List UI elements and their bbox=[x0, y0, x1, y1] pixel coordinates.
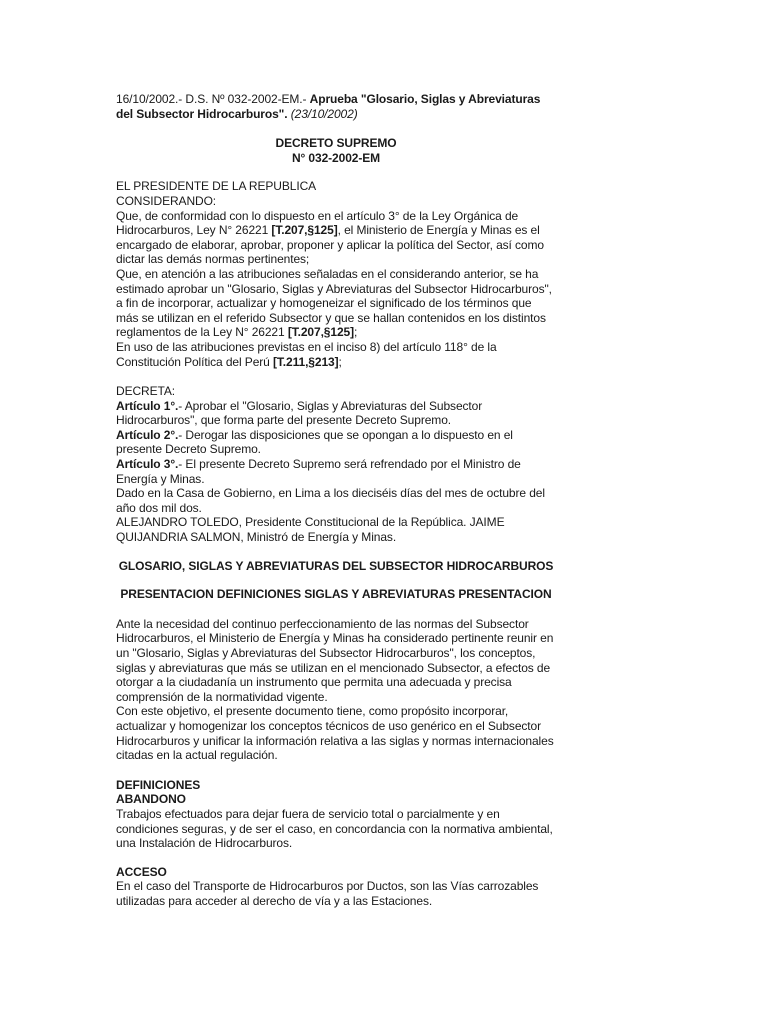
document-page bbox=[116, 92, 556, 909]
dado-en-lima: Dado en la Casa de Gobierno, en Lima a los dieciséis días del mes de octubre del año dos mil dos. bbox=[116, 486, 545, 515]
definition-acceso: En el caso del Transporte de Hidrocarburos por Ductos, son las Vías carrozables utilizadas para acceder al derecho de vía y a las Estaciones. bbox=[116, 879, 539, 908]
presentacion-paragraph-2: Con este objetivo, el presente documento tiene, como propósito incorporar, actualizar y homogenizar los conceptos técnicos de uso genérico en el Subsector Hidrocarburos y unificar la información relativa a las siglas y normas internacionales citadas en la actual regulación. bbox=[116, 704, 554, 763]
considerando-paragraph-1: Que, de conformidad con lo dispuesto en el artículo 3° de la Ley Orgánica de Hidrocarburos, Ley N° 26221 [T.207,§125], el Ministerio de Energía y Minas es el encargado de elaborar, aprobar, proponer y aplicar la política del Sector, así como dictar las demás normas pertinentes; bbox=[116, 208, 544, 267]
article-3: Artículo 3°.- El presente Decreto Supremo será refrendado por el Ministro de Energía y Minas. bbox=[116, 457, 521, 486]
article-label: Artículo 2°. bbox=[116, 427, 179, 442]
presentacion-paragraph-1: Ante la necesidad del continuo perfeccionamiento de las normas del Subsector Hidrocarburos, el Ministerio de Energía y Minas ha considerado pertinente reunir en un "Glosario, Siglas y Abreviaturas del Subsector Hidrocarburos", los conceptos, siglas y abreviaturas que más se utilizan en el mencionado Subsector, a efectos de otorgar a la ciudadanía un instrumento que permita una adecuada y precisa comprensión de la normatividad vigente. bbox=[116, 616, 554, 704]
decreta-label: DECRETA: bbox=[116, 384, 175, 399]
publication-date: (23/10/2002) bbox=[287, 106, 358, 121]
decree-title: DECRETO SUPREMO bbox=[275, 136, 397, 151]
article-2: Artículo 2°.- Derogar las disposiciones que se opongan a lo dispuesto en el presente Decreto Supremo. bbox=[116, 427, 513, 457]
term-acceso: ACCESO bbox=[116, 864, 167, 879]
article-label: Artículo 3°. bbox=[116, 457, 179, 472]
considerando-paragraph-2: Que, en atención a las atribuciones señaladas en el considerando anterior, se ha estimado aprobar un "Glosario, Siglas y Abreviaturas del Subsector Hidrocarburos", a fin de incorporar, actualizar y homogeneizar el significado de los términos que más se utilizan en el referido Subsector y que se hallan contenidos en los distintos reglamentos de la Ley N° 26221 [T.207,§125]; bbox=[116, 266, 552, 340]
glosario-title: GLOSARIO, SIGLAS Y ABREVIATURAS DEL SUBSECTOR HIDROCARBUROS bbox=[118, 558, 554, 573]
president-heading: EL PRESIDENTE DE LA REPUBLICA bbox=[116, 179, 317, 194]
glosario-subtitle: PRESENTACION DEFINICIONES SIGLAS Y ABREVIATURAS PRESENTACION bbox=[120, 587, 552, 602]
considerando-label: CONSIDERANDO: bbox=[116, 193, 217, 208]
decree-subject: Aprueba "Glosario, Siglas y Abreviaturas del Subsector Hidrocarburos". bbox=[116, 92, 541, 121]
date-reference: 16/10/2002.- D.S. Nº 032-2002-EM.- bbox=[116, 92, 310, 106]
presentacion-section bbox=[116, 617, 556, 763]
definiciones-heading: DEFINICIONES bbox=[116, 777, 201, 792]
signatures: ALEJANDRO TOLEDO, Presidente Constitucional de la República. JAIME QUIJANDRIA SALMON, Ministró de Energía y Minas. bbox=[116, 515, 505, 545]
legal-reference: [T.211,§213] bbox=[272, 354, 339, 369]
decreta-section bbox=[116, 384, 556, 545]
decree-title-block bbox=[116, 136, 556, 165]
definiciones-section bbox=[116, 778, 556, 909]
article-1: Artículo 1°.- Aprobar el "Glosario, Siglas y Abreviaturas del Subsector Hidrocarburos", que forma parte del presente Decreto Supremo. bbox=[116, 398, 483, 428]
decree-number: N° 032-2002-EM bbox=[291, 150, 381, 165]
term-abandono: ABANDONO bbox=[116, 792, 186, 807]
decree-header bbox=[116, 92, 556, 121]
legal-reference: [T.207,§125] bbox=[271, 223, 338, 238]
article-label: Artículo 1°. bbox=[116, 398, 179, 413]
definition-abandono: Trabajos efectuados para dejar fuera de servicio total o parcialmente y en condiciones seguras, y de ser el caso, en concordancia con la normativa ambiental, una Instalación de Hidrocarburos. bbox=[116, 806, 553, 851]
considerando-paragraph-3: En uso de las atribuciones previstas en el inciso 8) del artículo 118° de la Constitución Política del Perú [T.211,§213]; bbox=[116, 339, 497, 369]
considerando-section bbox=[116, 179, 556, 369]
legal-reference: [T.207,§125] bbox=[287, 325, 354, 340]
